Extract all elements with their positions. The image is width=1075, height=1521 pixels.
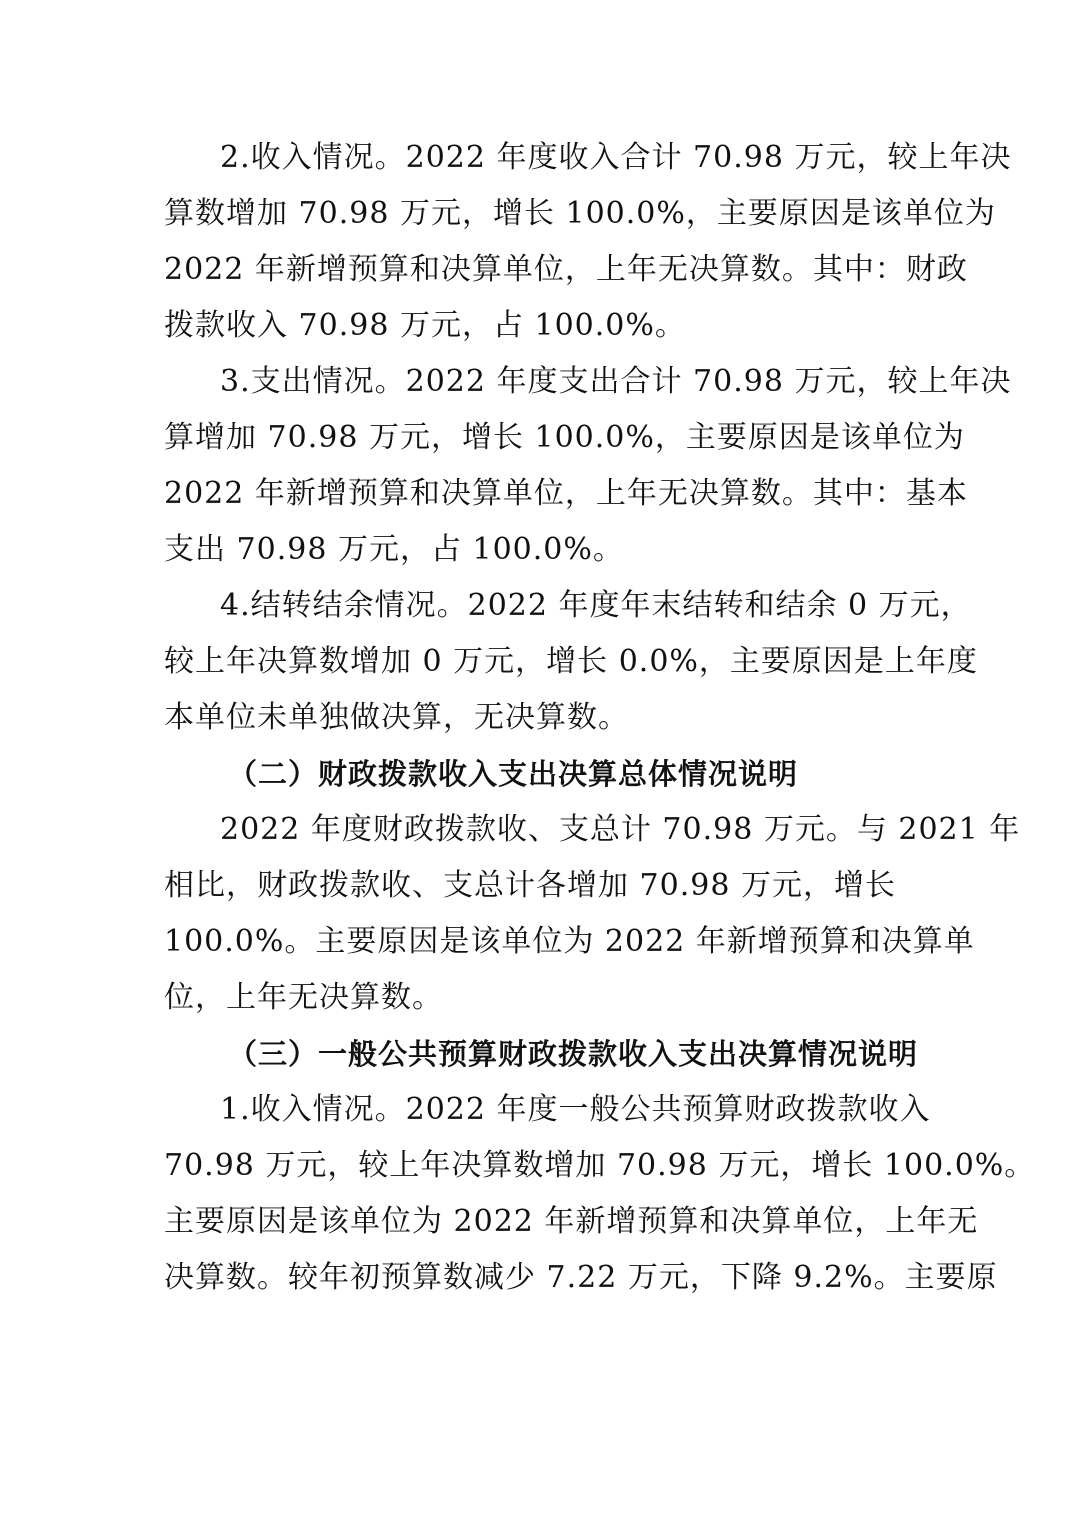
text-line: 2022 年度财政拨款收、支总计 70.98 万元。与 2021 年 <box>220 812 1021 847</box>
text-line: 算增加 70.98 万元，增长 100.0%，主要原因是该单位为 <box>164 420 965 455</box>
section-heading: （三）一般公共预算财政拨款收入支出决算情况说明 <box>228 1037 919 1071</box>
text-line: 70.98 万元，较上年决算数增加 70.98 万元，增长 100.0%。 <box>164 1148 1036 1183</box>
text-line: 本单位未单独做决算，无决算数。 <box>164 700 629 735</box>
section-heading: （二）财政拨款收入支出决算总体情况说明 <box>228 757 799 791</box>
text-line: 较上年决算数增加 0 万元，增长 0.0%，主要原因是上年度 <box>164 644 978 679</box>
text-line: 2022 年新增预算和决算单位，上年无决算数。其中：财政 <box>164 252 968 287</box>
text-line: 主要原因是该单位为 2022 年新增预算和决算单位，上年无 <box>164 1204 979 1239</box>
text-line: 1.收入情况。2022 年度一般公共预算财政拨款收入 <box>220 1092 931 1127</box>
text-line: 2.收入情况。2022 年度收入合计 70.98 万元，较上年决 <box>220 140 1012 175</box>
text-line: 支出 70.98 万元，占 100.0%。 <box>164 532 624 567</box>
text-line: 相比，财政拨款收、支总计各增加 70.98 万元，增长 <box>164 868 896 903</box>
text-line: 2022 年新增预算和决算单位，上年无决算数。其中：基本 <box>164 476 968 511</box>
text-line: 3.支出情况。2022 年度支出合计 70.98 万元，较上年决 <box>220 364 1012 399</box>
text-line: 4.结转结余情况。2022 年度年末结转和结余 0 万元， <box>220 588 972 623</box>
text-line: 决算数。较年初预算数减少 7.22 万元，下降 9.2%。主要原 <box>164 1260 998 1295</box>
text-line: 拨款收入 70.98 万元，占 100.0%。 <box>164 308 686 343</box>
text-line: 位，上年无决算数。 <box>164 980 443 1015</box>
text-line: 算数增加 70.98 万元，增长 100.0%，主要原因是该单位为 <box>164 196 996 231</box>
text-line: 100.0%。主要原因是该单位为 2022 年新增预算和决算单 <box>164 924 975 959</box>
